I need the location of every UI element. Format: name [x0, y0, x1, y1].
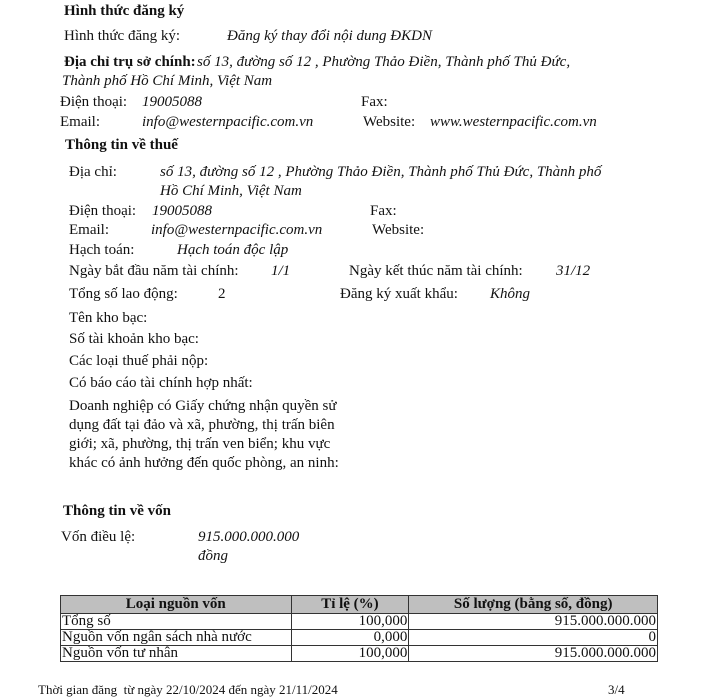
- website-value[interactable]: www.westernpacific.com.vn: [430, 114, 597, 130]
- accounting-label: Hạch toán:: [69, 242, 135, 258]
- tax-types-label: Các loại thuế phải nộp:: [69, 353, 209, 369]
- fy-start-label: Ngày bắt đầu năm tài chính:: [69, 263, 239, 279]
- email-value[interactable]: info@westernpacific.com.vn: [142, 114, 314, 130]
- table-row: [61, 646, 658, 662]
- phone-value: 19005088: [142, 94, 202, 110]
- column-header-source-type: Loại nguồn vốn: [61, 596, 292, 614]
- registration-form-label: Hình thức đăng ký:: [64, 28, 181, 44]
- cell-ratio: 100,000: [291, 614, 409, 630]
- capital-section-title: Thông tin về vốn: [63, 503, 171, 519]
- cell-source-type: Nguồn vốn tư nhân: [61, 646, 292, 662]
- registration-form-value: Đăng ký thay đổi nội dung ĐKDN: [227, 28, 432, 44]
- charter-capital-value: 915.000.000.000: [198, 529, 300, 545]
- table-row: [61, 614, 658, 630]
- land-cert-line: giới; xã, phường, thị trấn ven biển; khu vực: [69, 436, 331, 452]
- table-row: [61, 630, 658, 646]
- table-header-row: [61, 596, 658, 614]
- tax-address-line2: Hồ Chí Minh, Việt Nam: [160, 183, 302, 199]
- export-label: Đăng ký xuất khẩu:: [340, 286, 458, 302]
- website-label: Website:: [363, 114, 416, 130]
- email-label: Email:: [60, 114, 100, 130]
- tax-phone-value: 19005088: [152, 203, 212, 219]
- land-cert-line: khác có ảnh hưởng đến quốc phòng, an ninh:: [69, 455, 339, 471]
- tax-address-label: Địa chỉ:: [69, 164, 117, 180]
- cell-source-type: Nguồn vốn ngân sách nhà nước: [61, 630, 292, 646]
- cell-source-type: Tổng số: [61, 614, 292, 630]
- cell-ratio: 100,000: [291, 646, 409, 662]
- treasury-account-label: Số tài khoản kho bạc:: [69, 331, 199, 347]
- accounting-value: Hạch toán độc lập: [177, 242, 289, 258]
- footer-posting-period: Thời gian đăng từ ngày 22/10/2024 đến ngày 21/11/2024: [38, 682, 338, 697]
- tax-phone-label: Điện thoại:: [69, 203, 137, 219]
- fy-end-label: Ngày kết thúc năm tài chính:: [349, 263, 523, 279]
- export-value: Không: [490, 286, 531, 302]
- hq-address-value-line1: số 13, đường số 12 , Phường Thảo Điền, Thành phố Thủ Đức,: [197, 54, 571, 70]
- tax-email-value[interactable]: info@westernpacific.com.vn: [151, 222, 323, 238]
- employees-value: 2: [218, 286, 226, 302]
- tax-email-label: Email:: [69, 222, 109, 238]
- treasury-name-label: Tên kho bạc:: [69, 310, 148, 326]
- phone-label: Điện thoại:: [60, 94, 128, 110]
- cell-amount: 915.000.000.000: [409, 646, 658, 662]
- cell-amount: 915.000.000.000: [409, 614, 658, 630]
- hq-address-label: Địa chỉ trụ sở chính:: [64, 54, 196, 70]
- employees-label: Tổng số lao động:: [69, 286, 178, 302]
- cell-amount: 0: [409, 630, 658, 646]
- land-cert-line: dụng đất tại đảo và xã, phường, thị trấn biên: [69, 417, 335, 433]
- land-cert-line: Doanh nghiệp có Giấy chứng nhận quyền sử: [69, 398, 337, 414]
- tax-address-line1: số 13, đường số 12 , Phường Thảo Điền, Thành phố Thủ Đức, Thành phố: [160, 164, 602, 180]
- column-header-amount: Số lượng (bằng số, đồng): [409, 596, 658, 614]
- consolidated-report-label: Có báo cáo tài chính hợp nhất:: [69, 375, 253, 391]
- cell-ratio: 0,000: [291, 630, 409, 646]
- tax-section-title: Thông tin về thuế: [65, 137, 178, 153]
- charter-capital-unit: đồng: [198, 548, 228, 564]
- fy-start-value: 1/1: [271, 263, 291, 279]
- tax-website-label: Website:: [372, 222, 425, 238]
- hq-address-value-line2: Thành phố Hồ Chí Minh, Việt Nam: [62, 73, 273, 89]
- charter-capital-label: Vốn điều lệ:: [61, 529, 136, 545]
- capital-source-table: [60, 595, 658, 662]
- fy-end-value: 31/12: [556, 263, 591, 279]
- tax-fax-label: Fax:: [370, 203, 397, 219]
- fax-label: Fax:: [361, 94, 388, 110]
- column-header-ratio: Tỉ lệ (%): [291, 596, 409, 614]
- registration-section-title: Hình thức đăng ký: [64, 3, 185, 19]
- page-number: 3/4: [608, 682, 625, 697]
